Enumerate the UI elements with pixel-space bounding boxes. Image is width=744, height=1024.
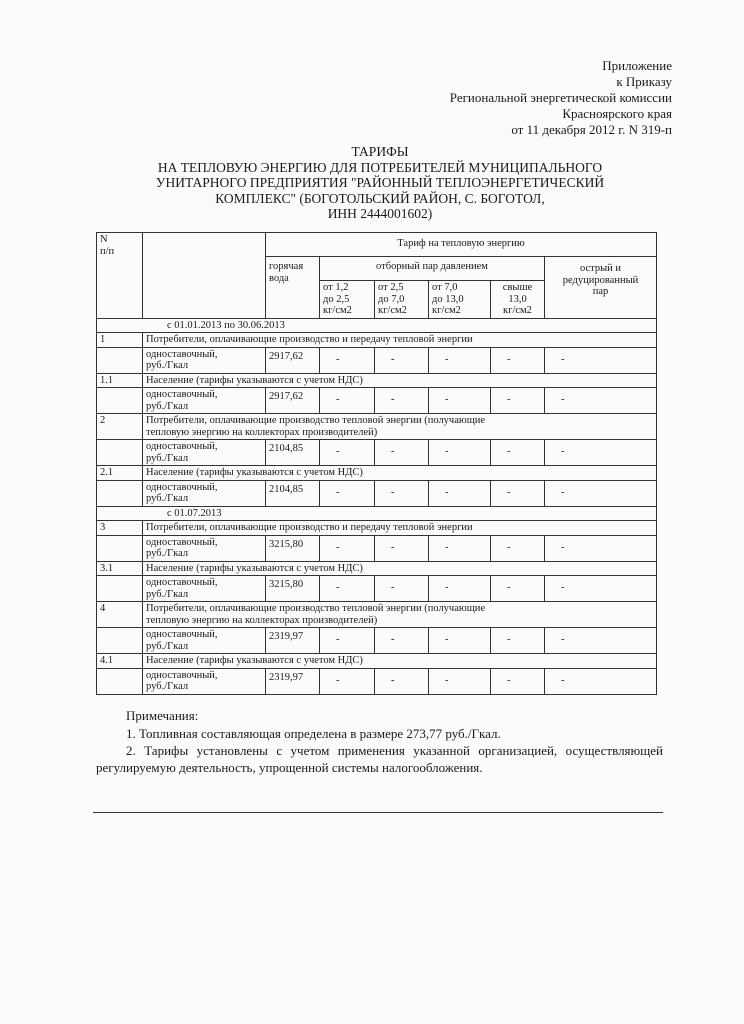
empty-value-dash: -: [545, 388, 657, 414]
hot-water-value: 2104,85: [266, 440, 320, 466]
appendix-line: Приложение: [602, 58, 672, 73]
appendix-line: к Приказу: [616, 74, 672, 89]
row-number: 2.1: [97, 466, 143, 481]
tariff-row: [97, 440, 657, 466]
category-label: Население (тарифы указываются с учетом НДС): [143, 373, 657, 388]
empty-value-dash: -: [375, 480, 429, 506]
tariff-type: одноставочный, руб./Гкал: [143, 347, 266, 373]
category-row: [97, 373, 657, 388]
empty-value-dash: -: [491, 480, 545, 506]
tariff-row: [97, 347, 657, 373]
empty-value-dash: -: [545, 480, 657, 506]
header-sharp-steam: острый и редуцированный пар: [545, 257, 657, 319]
appendix-block: [450, 58, 672, 138]
row-number-empty: [97, 440, 143, 466]
empty-value-dash: -: [429, 480, 491, 506]
tariff-row: [97, 388, 657, 414]
empty-value-dash: -: [320, 576, 375, 602]
hot-water-value: 3215,80: [266, 576, 320, 602]
empty-value-dash: -: [429, 576, 491, 602]
hot-water-value: 2319,97: [266, 628, 320, 654]
title-line: ИНН 2444001602): [327, 206, 433, 221]
header-pressure-3: от 7,0 до 13,0 кг/см2: [429, 281, 491, 319]
row-number: 1: [97, 333, 143, 348]
empty-value-dash: -: [545, 535, 657, 561]
hot-water-value: 3215,80: [266, 535, 320, 561]
empty-value-dash: -: [429, 440, 491, 466]
hot-water-value: 2917,62: [266, 388, 320, 414]
empty-value-dash: -: [429, 628, 491, 654]
row-number: 4: [97, 602, 143, 628]
row-number-empty: [97, 628, 143, 654]
bottom-divider: [93, 812, 663, 813]
title-line: НА ТЕПЛОВУЮ ЭНЕРГИЮ ДЛЯ ПОТРЕБИТЕЛЕЙ МУНИЦИПАЛЬНОГО: [157, 159, 603, 175]
row-number: 4.1: [97, 654, 143, 669]
row-number-empty: [97, 668, 143, 694]
empty-value-dash: -: [545, 628, 657, 654]
empty-value-dash: -: [375, 347, 429, 373]
row-number: 3.1: [97, 561, 143, 576]
empty-value-dash: -: [320, 388, 375, 414]
tariff-type: одноставочный, руб./Гкал: [143, 576, 266, 602]
row-number-empty: [97, 576, 143, 602]
period-row: [97, 506, 657, 521]
empty-value-dash: -: [375, 576, 429, 602]
note-2: 2. Тарифы установлены с учетом применения указанной организацией, осуществляющей регулируемую деятельность, упрощенной системы налогообложения.: [96, 743, 663, 775]
row-number-empty: [97, 480, 143, 506]
empty-value-dash: -: [491, 668, 545, 694]
row-number-empty: [97, 535, 143, 561]
category-label: Потребители, оплачивающие производство тепловой энергии (получающие тепловую энергию на коллекторах производителей): [143, 414, 657, 440]
empty-value-dash: -: [491, 628, 545, 654]
tariff-type: одноставочный, руб./Гкал: [143, 480, 266, 506]
category-label: Потребители, оплачивающие производство и передачу тепловой энергии: [143, 333, 657, 348]
tariff-row: [97, 535, 657, 561]
category-row: [97, 333, 657, 348]
empty-value-dash: -: [545, 440, 657, 466]
appendix-line: Красноярского края: [562, 106, 672, 121]
empty-value-dash: -: [545, 347, 657, 373]
header-pressure-1: от 1,2 до 2,5 кг/см2: [320, 281, 375, 319]
appendix-line: Региональной энергетической комиссии: [449, 90, 672, 105]
category-row: [97, 414, 657, 440]
category-row: [97, 521, 657, 536]
category-row: [97, 602, 657, 628]
row-number: 3: [97, 521, 143, 536]
header-steam: отборный пар давлением: [320, 257, 545, 281]
category-label: Потребители, оплачивающие производство и передачу тепловой энергии: [143, 521, 657, 536]
period-label: с 01.07.2013: [97, 506, 657, 521]
category-row: [97, 561, 657, 576]
tariff-table: [96, 232, 657, 695]
header-pressure-4: свыше 13,0 кг/см2: [491, 281, 545, 319]
title-line: КОМПЛЕКС" (БОГОТОЛЬСКИЙ РАЙОН, С. БОГОТОЛ,: [215, 190, 545, 206]
row-number: 1.1: [97, 373, 143, 388]
row-number-empty: [97, 388, 143, 414]
title-line: ТАРИФЫ: [351, 144, 409, 159]
tariff-type: одноставочный, руб./Гкал: [143, 440, 266, 466]
empty-value-dash: -: [491, 388, 545, 414]
appendix-line: от 11 декабря 2012 г. N 319-п: [511, 122, 672, 137]
empty-value-dash: -: [545, 668, 657, 694]
tariff-row: [97, 576, 657, 602]
tariff-type: одноставочный, руб./Гкал: [143, 535, 266, 561]
tariff-table-body: [97, 233, 657, 695]
header-hot-water: горячая вода: [266, 257, 320, 319]
tariff-type: одноставочный, руб./Гкал: [143, 388, 266, 414]
hot-water-value: 2104,85: [266, 480, 320, 506]
tariff-type: одноставочный, руб./Гкал: [143, 628, 266, 654]
empty-value-dash: -: [429, 347, 491, 373]
hot-water-value: 2319,97: [266, 668, 320, 694]
tariff-row: [97, 668, 657, 694]
note-1: 1. Топливная составляющая определена в размере 273,77 руб./Гкал.: [126, 726, 501, 741]
tariff-type: одноставочный, руб./Гкал: [143, 668, 266, 694]
category-label: Потребители, оплачивающие производство тепловой энергии (получающие тепловую энергию на коллекторах производителей): [143, 602, 657, 628]
category-row: [97, 466, 657, 481]
document-title: [150, 144, 610, 222]
empty-value-dash: -: [375, 440, 429, 466]
category-row: [97, 654, 657, 669]
header-blank: [143, 233, 266, 319]
empty-value-dash: -: [320, 347, 375, 373]
empty-value-dash: -: [320, 535, 375, 561]
category-label: Население (тарифы указываются с учетом НДС): [143, 654, 657, 669]
title-line: УНИТАРНОГО ПРЕДПРИЯТИЯ "РАЙОННЫЙ ТЕПЛОЭНЕРГЕТИЧЕСКИЙ: [155, 175, 605, 190]
empty-value-dash: -: [491, 576, 545, 602]
notes-heading: Примечания:: [126, 708, 199, 723]
empty-value-dash: -: [375, 628, 429, 654]
empty-value-dash: -: [491, 440, 545, 466]
header-pressure-2: от 2,5 до 7,0 кг/см2: [375, 281, 429, 319]
header-tariff: Тариф на тепловую энергию: [266, 233, 657, 257]
empty-value-dash: -: [375, 535, 429, 561]
empty-value-dash: -: [429, 535, 491, 561]
period-label: с 01.01.2013 по 30.06.2013: [97, 318, 657, 333]
tariff-row: [97, 628, 657, 654]
category-label: Население (тарифы указываются с учетом НДС): [143, 561, 657, 576]
empty-value-dash: -: [375, 668, 429, 694]
category-label: Население (тарифы указываются с учетом НДС): [143, 466, 657, 481]
row-number: 2: [97, 414, 143, 440]
empty-value-dash: -: [429, 668, 491, 694]
row-number-empty: [97, 347, 143, 373]
empty-value-dash: -: [320, 628, 375, 654]
empty-value-dash: -: [545, 576, 657, 602]
empty-value-dash: -: [375, 388, 429, 414]
empty-value-dash: -: [491, 347, 545, 373]
empty-value-dash: -: [320, 440, 375, 466]
tariff-row: [97, 480, 657, 506]
notes: [96, 707, 663, 776]
period-row: [97, 318, 657, 333]
header-num: N п/п: [97, 233, 143, 319]
empty-value-dash: -: [491, 535, 545, 561]
empty-value-dash: -: [429, 388, 491, 414]
empty-value-dash: -: [320, 668, 375, 694]
hot-water-value: 2917,62: [266, 347, 320, 373]
empty-value-dash: -: [320, 480, 375, 506]
